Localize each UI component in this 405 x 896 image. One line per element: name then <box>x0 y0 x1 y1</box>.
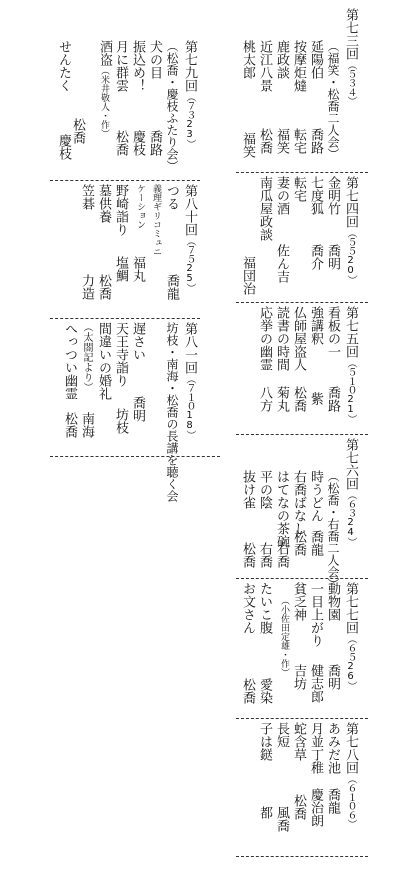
program-75-performer-4: 菊丸 <box>274 386 289 412</box>
divider <box>236 302 368 303</box>
program-80-performer-3: 福丸 <box>130 256 145 282</box>
program-74-title-2: 七度狐 <box>308 176 323 215</box>
program-75-heading <box>343 306 358 423</box>
program-75-title-2: 強講釈 <box>308 306 323 345</box>
program-76-date: （６３24） <box>345 490 356 546</box>
program-73-title-2: 按摩炬燵 <box>291 40 306 92</box>
program-75-title-1: 看板の一 <box>325 306 340 358</box>
program-79-group: （松喬・慶枝ふたり会） <box>165 40 179 172</box>
program-80-number: 第八十回 <box>182 184 197 236</box>
program-80-performer-5: 松喬 <box>96 274 111 300</box>
program-76-title-3: はてなの茶碗 <box>274 470 289 548</box>
program-73-date: （５３４） <box>345 60 356 105</box>
program-74-title-3: 転宅 <box>291 176 306 202</box>
program-74-title-4: 妻の酒 <box>274 176 289 215</box>
program-77-performer-2: 健志郎 <box>308 664 323 703</box>
program-81-title-4: へっつい幽霊 <box>62 322 77 400</box>
divider <box>236 718 368 719</box>
program-79-date: （７３23） <box>184 92 195 148</box>
program-75-title-4: 読書の時間 <box>274 306 289 371</box>
program-79-number: 第七九回 <box>182 40 197 92</box>
program-78-performer-1: 喬龍 <box>325 788 340 814</box>
program-76-performer-5: 松喬 <box>240 542 255 568</box>
program-78-title-2: 月並丁稚 <box>308 722 323 774</box>
program-77-performer-6: 松喬 <box>240 678 255 704</box>
program-76-performer-3: 右喬 <box>274 542 289 568</box>
program-75-performer-5: 八方 <box>257 386 272 412</box>
program-74-performer-2: 喬介 <box>308 244 323 270</box>
program-73-title-4: 近江八景 <box>257 40 272 92</box>
program-79-title-2: 振込め！ <box>130 40 145 92</box>
program-75-performer-1: 喬路 <box>325 386 340 412</box>
program-78-title-3: 蛇含草 <box>291 722 306 761</box>
program-75-number: 第七五回 <box>343 306 358 358</box>
program-81-title-1: 遅さい <box>130 322 145 361</box>
program-76-performer-1: 喬龍 <box>308 530 323 556</box>
divider <box>236 856 368 857</box>
program-73-title-1: 延陽伯 <box>308 40 323 79</box>
program-74-number: 第七四回 <box>343 176 358 228</box>
program-79-performer-1: 喬路 <box>147 130 162 156</box>
program-79-performer-6: 松喬 <box>70 118 85 144</box>
divider <box>236 172 368 173</box>
program-77-title-2: 一目上がり <box>308 582 323 647</box>
program-77-performer-3: 吉坊 <box>291 664 306 690</box>
program-81-performer-2: 坊枝 <box>113 408 128 434</box>
program-81-heading <box>182 322 197 439</box>
program-81-title-3: 間違いの婚礼 <box>96 322 111 400</box>
program-77-performer-5: 愛染 <box>257 678 272 704</box>
divider <box>236 434 368 435</box>
program-79-performer-2: 慶枝 <box>130 130 145 156</box>
program-80-performer-4: 塩鯛 <box>113 256 128 282</box>
program-73-performer-1: 喬路 <box>308 128 323 154</box>
program-78-performer-3: 松喬 <box>291 794 306 820</box>
program-74-performer-1: 喬明 <box>325 244 340 270</box>
program-76-title-2: 右喬ばなし <box>291 470 306 535</box>
program-79-title-4 <box>96 40 112 138</box>
program-81-performer-1: 喬明 <box>130 396 145 422</box>
program-80-title-3: ケーション <box>135 184 145 229</box>
program-81-performer-4: 南海 <box>79 412 94 438</box>
program-78-heading <box>343 722 358 828</box>
program-78-title-1: あみだ池 <box>325 722 340 774</box>
program-74-date: （５５20） <box>345 228 356 284</box>
program-79-title-4-note: （米井敬人・作） <box>99 66 109 138</box>
program-76-title-4: 平の陰 <box>257 470 272 509</box>
program-81-performer-5: 松喬 <box>62 412 77 438</box>
program-77-title-5: たいこ腹 <box>257 582 272 634</box>
program-80-title-5: 墓供養 <box>96 184 111 223</box>
program-77-note: （小佐田定雄・作） <box>279 596 289 677</box>
program-74-title-1: 金明竹 <box>325 176 340 215</box>
program-78-title-4: 長短 <box>274 722 289 748</box>
program-79-title-1: 犬の目 <box>147 40 162 79</box>
program-75-performer-2: 紫 <box>308 392 323 405</box>
program-77-performer-1: 喬明 <box>325 664 340 690</box>
program-77-heading <box>343 582 358 690</box>
program-79-title-3: 月に群雲 <box>113 40 128 92</box>
program-81-group: 坊枝・南海・松喬の長講を聴く会 <box>165 322 179 502</box>
program-77-title-6: お文さん <box>240 582 255 634</box>
program-75-date: （５１０21） <box>345 358 356 423</box>
program-80-performer-1: 喬龍 <box>164 274 179 300</box>
program-74-heading <box>343 176 358 284</box>
program-73-performer-3: 福笑 <box>274 128 289 154</box>
program-78-performer-4: 風喬 <box>274 806 289 832</box>
divider <box>50 180 200 181</box>
program-79-title-4-text: 酒盗 <box>97 40 112 66</box>
program-78-performer-5: 都 <box>257 806 272 819</box>
program-73-heading <box>343 8 358 105</box>
program-77-date: （６５26） <box>345 634 356 690</box>
program-78-date: （６１０６） <box>345 774 356 828</box>
program-76-performer-4: 右喬 <box>257 542 272 568</box>
program-73-group: （福笑・松喬二人会） <box>326 40 340 160</box>
program-76-title-1: 時うどん <box>308 470 323 522</box>
divider <box>236 578 368 579</box>
program-79-heading <box>182 40 197 148</box>
program-78-number: 第七八回 <box>343 722 358 774</box>
program-78-title-5: 子は鎹 <box>257 722 272 761</box>
program-74-title-5: 南瓜屋政談 <box>257 176 272 241</box>
program-73-performer-2: 転宅 <box>291 128 306 154</box>
program-79-performer-3: 松喬 <box>113 130 128 156</box>
program-80-title-4: 野崎詣り <box>113 184 128 236</box>
program-80-performer-6: 力造 <box>79 274 94 300</box>
program-75-title-3: 仏師屋盗人 <box>291 306 306 371</box>
program-76-performer-2: 松喬 <box>291 530 306 556</box>
program-78-performer-2: 慶治朗 <box>308 788 323 827</box>
program-76-number: 第七六回 <box>343 438 358 490</box>
program-73-title-3: 鹿政談 <box>274 40 289 79</box>
program-76-title-5: 抜け雀 <box>240 470 255 509</box>
program-80-title-6: 笠碁 <box>79 184 94 210</box>
program-75-performer-3: 松喬 <box>291 386 306 412</box>
program-80-date: （７５25） <box>184 236 195 292</box>
program-73-number: 第七三回 <box>343 8 358 60</box>
program-77-title-1: 動物園 <box>325 582 340 621</box>
program-74-performer-6: 福団治 <box>240 256 255 295</box>
program-81-title-2: 天王寺詣り <box>113 322 128 387</box>
program-80-title-2: 義理ギリコミュニ <box>151 184 161 256</box>
program-77-number: 第七七回 <box>343 582 358 634</box>
program-73-title-5: 桃太郎 <box>240 40 255 79</box>
program-76-heading <box>343 438 358 546</box>
program-73-performer-5: 福笑 <box>240 132 255 158</box>
program-81-title-4-note: （太閤記より） <box>81 322 92 392</box>
program-80-heading <box>182 184 197 292</box>
program-75-title-5: 応挙の幽霊 <box>257 306 272 371</box>
program-76-group: （松喬・右喬二人会） <box>326 470 340 590</box>
program-79-performer-5: 慶枝 <box>56 134 71 160</box>
program-81-date: （７１０18） <box>184 374 195 439</box>
program-73-performer-4: 松喬 <box>257 128 272 154</box>
program-80-title-1: つる <box>164 184 179 210</box>
program-77-title-3: 貧乏神 <box>291 582 306 621</box>
divider <box>50 456 220 457</box>
program-79-title-5: せんたく <box>56 40 71 92</box>
divider <box>50 318 200 319</box>
program-81-number: 第八一回 <box>182 322 197 374</box>
program-74-performer-4: 佐ん吉 <box>274 244 289 283</box>
